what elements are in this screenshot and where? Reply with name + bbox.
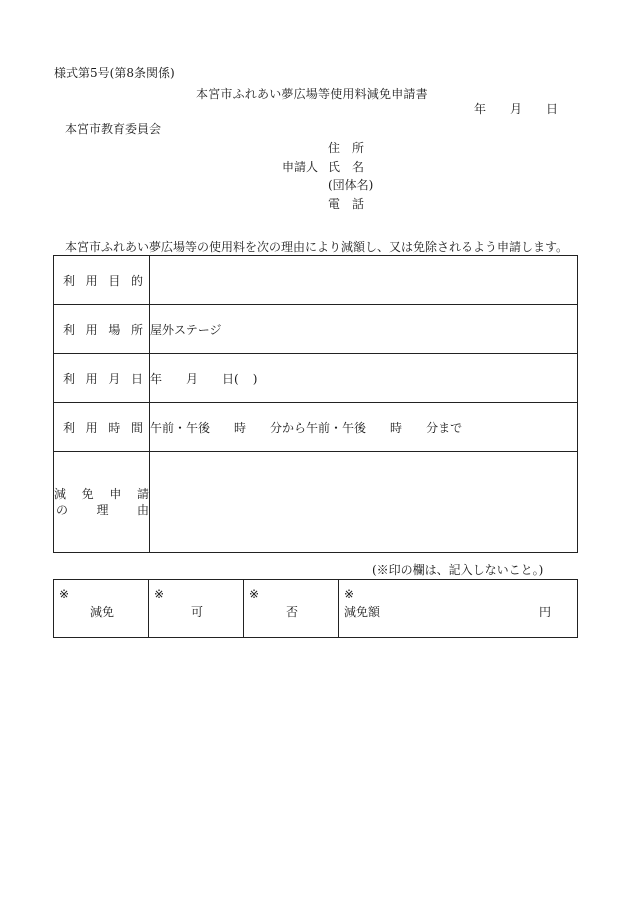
label-char: 時 — [108, 420, 121, 435]
time-hour-from: 時 — [234, 420, 247, 435]
label-char: 請 — [136, 487, 149, 501]
amount-label: 減免額 — [344, 605, 381, 619]
place-label — [54, 305, 150, 354]
asterisk-mark: ※ — [249, 587, 260, 601]
amount-cell — [339, 580, 578, 638]
office-use-table — [53, 579, 578, 638]
label-char: 利 — [63, 420, 76, 435]
purpose-label — [54, 256, 150, 305]
place-field[interactable]: 屋外ステージ — [150, 305, 578, 354]
time-field[interactable] — [150, 403, 578, 452]
use-date-year: 年 — [150, 371, 163, 386]
time-minute-from: 分から午前・午後 — [270, 420, 367, 435]
date-field[interactable] — [150, 354, 578, 403]
label-char: 利 — [63, 273, 76, 288]
time-label — [54, 403, 150, 452]
label-char: 由 — [136, 503, 149, 517]
asterisk-mark: ※ — [154, 587, 165, 601]
reduction-label: 減免 — [90, 605, 115, 619]
date-month-label: 月 — [510, 102, 523, 116]
time-minute-to: 分まで — [426, 420, 463, 435]
time-row — [54, 403, 578, 452]
label-char: 利 — [63, 322, 76, 337]
label-char: の — [56, 503, 69, 517]
label-char: 用 — [85, 371, 98, 386]
reason-label — [54, 452, 150, 553]
purpose-row — [54, 256, 578, 305]
time-hour-to: 時 — [390, 420, 403, 435]
date-label — [54, 354, 150, 403]
approve-label: 可 — [191, 605, 204, 619]
label-char: 場 — [108, 322, 121, 337]
label-char: 理 — [96, 503, 109, 517]
label-char: 利 — [63, 371, 76, 386]
intro-text: 本宮市ふれあい夢広場等の使用料を次の理由により減額し、又は免除されるよう申請します。 — [65, 240, 569, 254]
applicant-label: 申請人 — [282, 160, 319, 174]
use-date-day: 日( — [222, 371, 239, 386]
label-char: 用 — [85, 420, 98, 435]
reduction-cell — [54, 580, 149, 638]
recipient: 本宮市教育委員会 — [65, 122, 162, 136]
reject-label: 否 — [286, 605, 299, 619]
label-char: 目 — [108, 273, 121, 288]
use-date-close: ) — [252, 371, 258, 386]
address-label: 住 所 — [328, 141, 365, 155]
label-char: 免 — [81, 487, 94, 501]
use-date-month: 月 — [186, 371, 199, 386]
label-char: 減 — [54, 487, 67, 501]
reason-field[interactable] — [150, 452, 578, 553]
label-char: 所 — [130, 322, 143, 337]
label-char: 用 — [85, 322, 98, 337]
asterisk-mark: ※ — [59, 587, 70, 601]
date-row — [54, 354, 578, 403]
label-char: 申 — [109, 487, 122, 501]
date-day-label: 日 — [546, 102, 559, 116]
date-year-label: 年 — [474, 102, 487, 116]
application-date — [474, 102, 558, 116]
label-char: 用 — [85, 273, 98, 288]
purpose-field[interactable] — [150, 256, 578, 305]
application-table — [53, 255, 578, 553]
reason-row — [54, 452, 578, 553]
office-use-row — [54, 580, 578, 638]
time-ampm-from: 午前・午後 — [150, 420, 211, 435]
label-char: 間 — [130, 420, 143, 435]
group-name-label: (団体名) — [328, 178, 374, 192]
label-char: 月 — [108, 371, 121, 386]
approve-cell — [149, 580, 244, 638]
amount-unit: 円 — [538, 605, 551, 619]
phone-label: 電 話 — [328, 197, 365, 211]
office-note: (※印の欄は、記入しないこと。) — [372, 563, 544, 577]
form-title: 本宮市ふれあい夢広場等使用料減免申請書 — [196, 87, 428, 101]
form-number: 様式第5号(第8条関係) — [54, 66, 175, 80]
asterisk-mark: ※ — [344, 587, 355, 601]
label-char: 的 — [130, 273, 143, 288]
name-label: 氏 名 — [328, 160, 365, 174]
reject-cell — [244, 580, 339, 638]
place-row — [54, 305, 578, 354]
label-char: 日 — [130, 371, 143, 386]
